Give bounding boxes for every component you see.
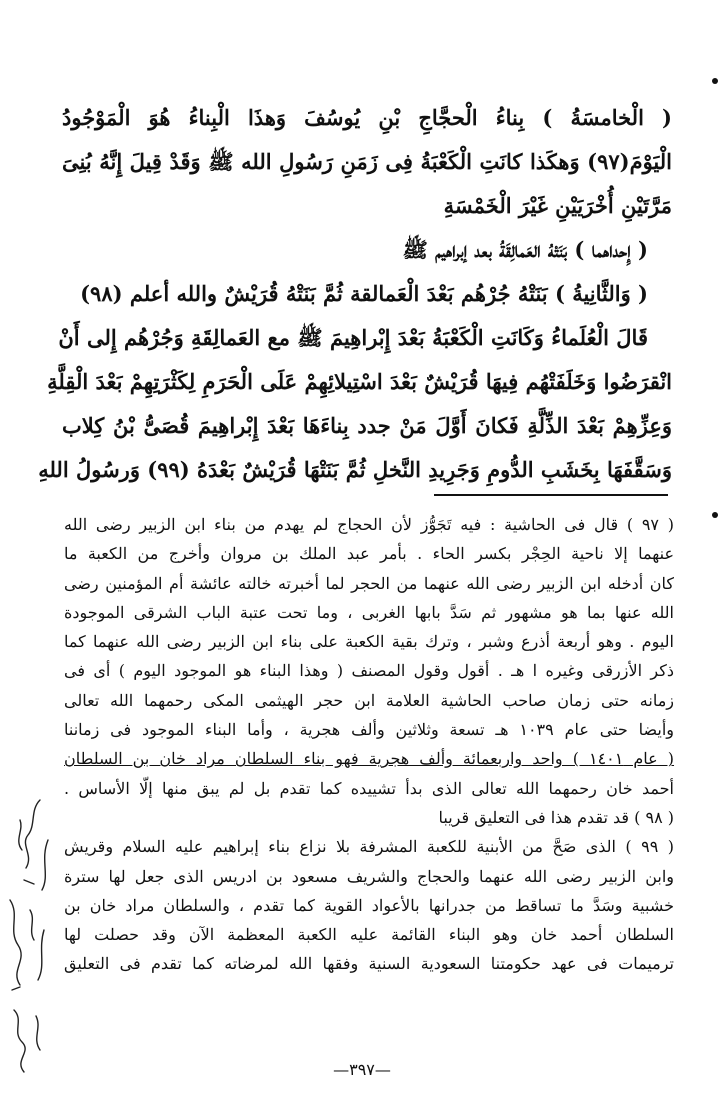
main-line-8: وَعِزِّهِمْ بَعْدَ الذِّلَّةِ فَكانَ أَوَّلَ مَنْ جدد بِناءَهَا بَعْدَ إِبْراهِيمَ قُصَىُّ بْنُ كِلاب: [62, 413, 672, 438]
footnote-line-6: ذكر الأزرقى وغيره ا هـ . أقول وقول المصنف ( وهذا البناء هو الموجود اليوم ) أى فى: [64, 661, 674, 681]
main-line-6: قَالَ الْعُلَماءُ وَكَانَتِ الْكَعْبَةُ بَعْدَ إِبْراهِيمَ ﷺ مع العَمالِقَةِ وَجُرْهُم إِلى أَنْ: [58, 325, 648, 350]
footnote-line-11: ( ٩٨ ) قد تقدم هذا فى التعليق قريبا: [438, 807, 674, 827]
main-line-1: ( الْخامسَةُ ) بِناءُ الْحجَّاجِ بْنِ يُوسُفَ وَهذَا الْبِناءُ هُوَ الْمَوْجُودُ: [62, 105, 672, 130]
footnote-line-15: السلطان أحمد خان وهو البناء القائمة عليه الكعبة المعظمة الآن وقد حصلت لها: [64, 925, 674, 945]
footnote-line-4: الله عنها بما هو مشهور ثم سَدَّ بابها الغربى ، وما تحت عتبة الباب الشرقى الموجودة: [64, 602, 674, 622]
main-line-3: مَرَّتَيْنِ أُخْرَيَيْنِ غَيْرَ الْخَمْسَةِ: [443, 193, 672, 218]
footnote-line-5: اليوم . وهو أربعة أذرع وشبر ، وترك بقية الكعبة على بناء ابن الزبير رضى الله عنهما كما: [64, 632, 674, 652]
footnote-line-10: أحمد خان رحمهما الله تعالى الذى بدأ تشييده كما تقدم بل لم يبق منها إلّا الأساس .: [64, 778, 674, 798]
page-number: —٣٩٧—: [333, 1060, 391, 1079]
margin-dot-mark: [712, 78, 718, 84]
main-text-block: [38, 96, 672, 492]
footnote-line-14: خشبية وسَدَّ ما تساقط من جدرانها بالأعواد القوية كما تقدم ، والسلطان مراد خان بن: [64, 895, 674, 915]
footnote-line-7: زمانه حتى زمان صاحب الحاشية العلامة ابن حجر الهيثمى المكى رحمهما الله تعالى: [64, 690, 674, 710]
footnote-line-1: ( ٩٧ ) قال فى الحاشية : فيه تَجَوُّز لأن الحجاج لم يهدم من بناء ابن الزبير رضى الله: [64, 515, 674, 534]
main-line-7: انْقرَضُوا وَخَلَفَتْهُم فِيهَا قُرَيْشٌ بَعْدَ اسْتِيلائِهِمْ عَلَى الْحَرَمِ لِكَثْرَتِهِمْ بَعْدَ الْقِلَّةِ: [47, 369, 672, 394]
footnote-separator-rule: [434, 494, 668, 496]
main-line-9: وَسَقَّفَهَا بِخَشَبِ الدُّومِ وَجَرِيدِ النَّخلِ ثُمَّ بَنَتْهَا قُرَيْشٌ بَعْدَهُ (٩٩) وَرسُولُ اللهِ: [38, 457, 672, 482]
main-line-4: ( إِحداهما ) بَنَتْهُ العَمالِقَةُ بعد إبراهيم ﷺ: [402, 237, 648, 262]
main-line-5: ( وَالثَّانِيةُ ) بَنَتْهُ جُرْهُم بَعْدَ الْعَمالقة ثُمَّ بَنَتْهُ قُرَيْشٌ والله أعلم (٩٨): [80, 281, 648, 306]
footnote-line-3: كان أدخله ابن الزبير رضى الله عنهما من الحجر لما أخبرته خالته عائشة أم المؤمنين رضى: [64, 573, 675, 593]
handwritten-margin-annotation-icon: [0, 780, 58, 1080]
main-line-2: الْيَوْمَ(٩٧) وَهكَذا كانَتِ الْكَعْبَةُ فِى زَمَنِ رَسُولِ الله ﷺ وَقَدْ قِيلَ إِنَّهُ بُنِىَ: [62, 149, 672, 174]
footnote-line-12: ( ٩٩ ) الذى صَحَّ من الأبنية للكعبة المشرفة بلا نزاع بناء إبراهيم عليه السلام وقريش: [64, 837, 675, 857]
footnote-line-9-text: ( عام ١٤٠١ ) واحد واربعمائة وألف هجرية فهو بناء السلطان مراد خان بن السلطان: [64, 749, 675, 769]
footnote-line-8: وأيضا حتى عام ١٠٣٩ هـ تسعة وثلاثين وألف هجرية ، وأما البناء الموجود فى زماننا: [64, 720, 674, 740]
footnotes-block: [64, 510, 674, 979]
margin-dot-mark: [712, 512, 718, 518]
footnote-line-2: عنهما إلا ناحية الحِجْر بكسر الحاء . بأمر عبد الملك بن مروان وأخرج من الكعبة ما: [64, 544, 674, 564]
footnote-line-16: ترميمات فى عهد حكومتنا السعودية السنية وفقها الله لمرضاته كما تقدم فى التعليق: [64, 954, 674, 974]
footnote-line-9: [64, 744, 674, 773]
footnote-line-13: وابن الزبير رضى الله عنهما والحجاج والشريف مسعود بن ادريس الذى جعل لها سترة: [64, 866, 674, 886]
